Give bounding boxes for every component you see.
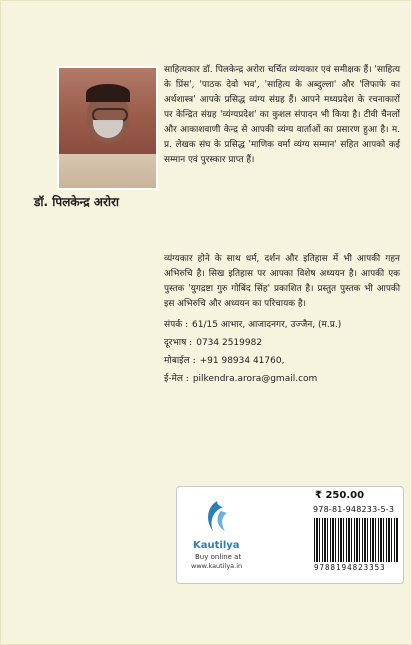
photo-shirt [59,154,156,188]
author-name: डॉ. पिलकेन्द्र अरोरा [34,195,119,209]
email-value: pilkendra.arora@gmail.com [192,374,318,384]
address-value: 61/15 आभार, आजादनगर, उज्जैन, (म.प्र.) [192,320,342,330]
barcode-number: 9788194823353 [314,563,386,572]
phone-label: दूरभाष : [164,338,193,348]
bio-paragraph-2: व्यंग्यकार होने के साथ धर्म, दर्शन और इतिहास में भी आपकी गहन अभिरुचि है। सिख इतिहास पर आपका विशेष अध्ययन है। आपकी एक पुस्तक 'युगद्रष्टा गुरु गोबिंद सिंह' प्रकाशित है। प्रस्तुत पुस्तक भी आपकी इस अभिरुचि और अध्ययन का परिचायक है। [164,254,400,309]
publisher-url: www.kautilya.in [191,562,243,570]
contact-address-row [164,316,404,334]
publisher-name: Kautilya [193,540,240,551]
email-label: ई-मेल : [164,374,189,384]
contact-phone-row [164,334,404,352]
contact-email-row [164,370,404,388]
mobile-label: मोबाईल : [164,356,196,366]
bio-block [164,63,400,168]
kautilya-logo-icon [197,497,237,537]
isbn: 978-81-948233-5-3 [313,505,395,514]
bio-paragraph-1: साहित्यकार डॉ. पिलकेन्द्र अरोरा चर्चित व्यंग्यकार एवं समीक्षक हैं। 'साहित्य के प्रिंस', 'पाठक देवो भव', 'साहित्य के अब्दुल्ला' और 'लिफाफे का अर्थशास्त्र' आपके प्रसिद्ध व्यंग्य संग्रह हैं। आपने मध्यप्रदेश के रचनाकारों पर केन्द्रित संग्रह 'व्यंग्यप्रदेश' का कुशल संपादन भी किया है। टीवी चैनलों और आकाशवाणी केन्द्र से आपकी व्यंग्य वार्ताओं का प्रसारण हुआ है। म. प्र. लेखक संघ के प्रसिद्ध 'माणिक वर्मा व्यंग्य सम्मान' सहित आपको कई सम्मान एवं पुरस्कार प्राप्त हैं। [164,65,400,165]
address-label: संपर्क : [164,320,189,330]
mobile-value: +91 98934 41760, [199,356,285,366]
contact-block [164,316,404,388]
price: ₹ 250.00 [315,490,365,501]
author-photo [57,66,158,190]
phone-value: 0734 2519982 [196,338,263,348]
barcode [314,518,398,562]
photo-hair [86,84,130,102]
buy-online-text: Buy online at [195,553,242,561]
publisher-block [185,493,255,573]
contact-mobile-row [164,352,404,370]
